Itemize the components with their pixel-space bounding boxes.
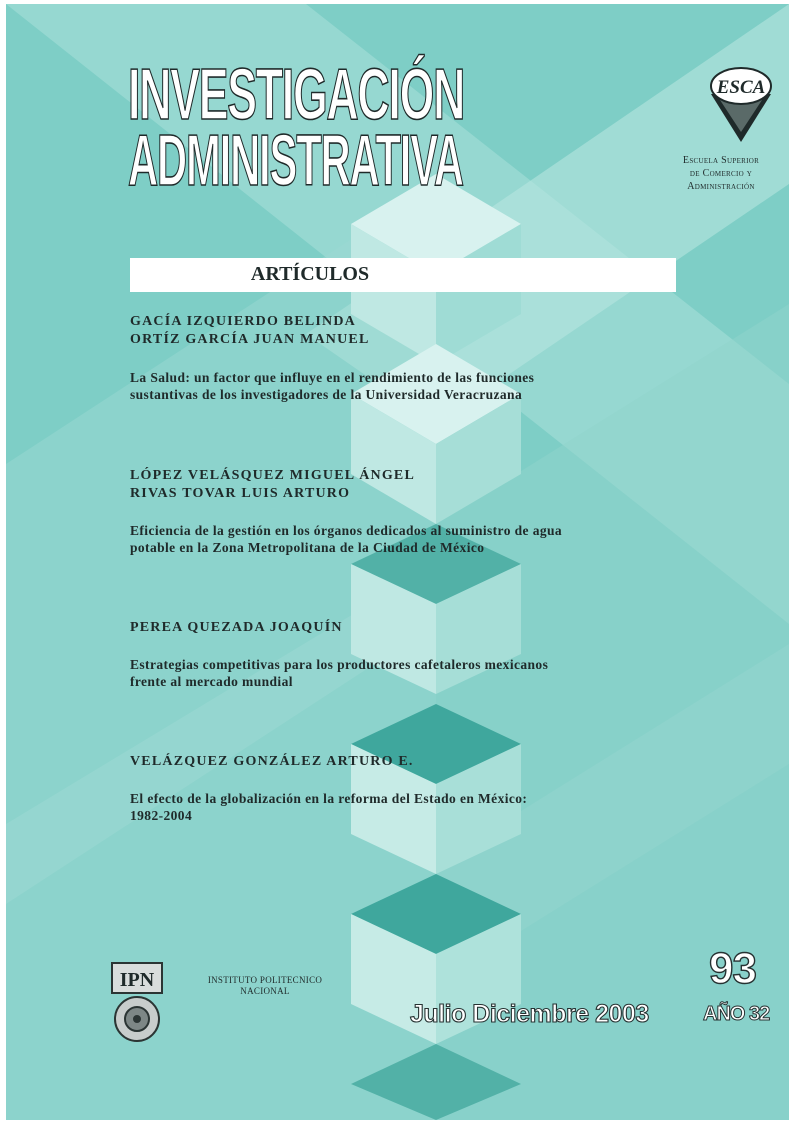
ipn-logo-text: IPN xyxy=(119,969,155,991)
article-title: La Salud: un factor que influye en el rendimiento de las funciones xyxy=(130,370,535,385)
esca-logo xyxy=(706,64,776,144)
article-title: Estrategias competitivas para los productores cafetaleros mexicanos xyxy=(130,657,549,672)
issue-number: 93 xyxy=(709,944,756,993)
article-entry xyxy=(130,467,730,556)
article-author: VELÁZQUEZ GONZÁLEZ ARTURO E. xyxy=(130,754,414,769)
article-author: PEREA QUEZADA JOAQUÍN xyxy=(130,620,343,635)
ipn-logo xyxy=(106,959,168,1047)
article-author: GACÍA IZQUIERDO BELINDA xyxy=(130,314,356,329)
article-title: El efecto de la globalización en la reforma del Estado en México: xyxy=(130,791,528,806)
esca-logo-text: ESCA xyxy=(716,77,766,98)
article-entry xyxy=(130,753,730,824)
issue-date: Julio Diciembre 2003 xyxy=(410,1000,649,1028)
masthead-line1: INVESTIGACIÓN xyxy=(128,55,465,135)
issue-year: AÑO 32 xyxy=(703,1003,770,1025)
institute-name-line2: NACIONAL xyxy=(240,986,290,996)
article-title: frente al mercado mundial xyxy=(130,674,293,689)
school-name-line2: de Comercio y xyxy=(689,168,753,179)
articles-heading: ARTÍCULOS xyxy=(250,263,370,285)
school-name xyxy=(646,154,789,193)
institute-name-line1: INSTITUTO POLITECNICO xyxy=(207,975,323,985)
article-title: sustantivas de los investigadores de la Universidad Veracruzana xyxy=(130,387,523,402)
journal-masthead xyxy=(128,55,528,201)
journal-cover xyxy=(6,4,789,1120)
article-title: Eficiencia de la gestión en los órganos dedicados al suministro de agua xyxy=(130,523,563,538)
article-author: LÓPEZ VELÁSQUEZ MIGUEL ÁNGEL xyxy=(130,468,416,483)
school-name-line1: Escuela Superior xyxy=(682,155,760,166)
articles-heading-bar xyxy=(130,258,676,292)
article-entry xyxy=(130,313,730,403)
masthead-line2: ADMINISTRATIVA xyxy=(128,121,463,201)
institute-name xyxy=(180,975,350,997)
article-author: ORTÍZ GARCÍA JUAN MANUEL xyxy=(130,332,370,347)
school-name-line3: Administración xyxy=(687,181,755,192)
article-entry xyxy=(130,619,730,690)
article-title: 1982-2004 xyxy=(130,808,193,823)
article-author: RIVAS TOVAR LUIS ARTURO xyxy=(130,486,351,501)
article-title: potable en la Zona Metropolitana de la Ciudad de México xyxy=(130,540,485,555)
